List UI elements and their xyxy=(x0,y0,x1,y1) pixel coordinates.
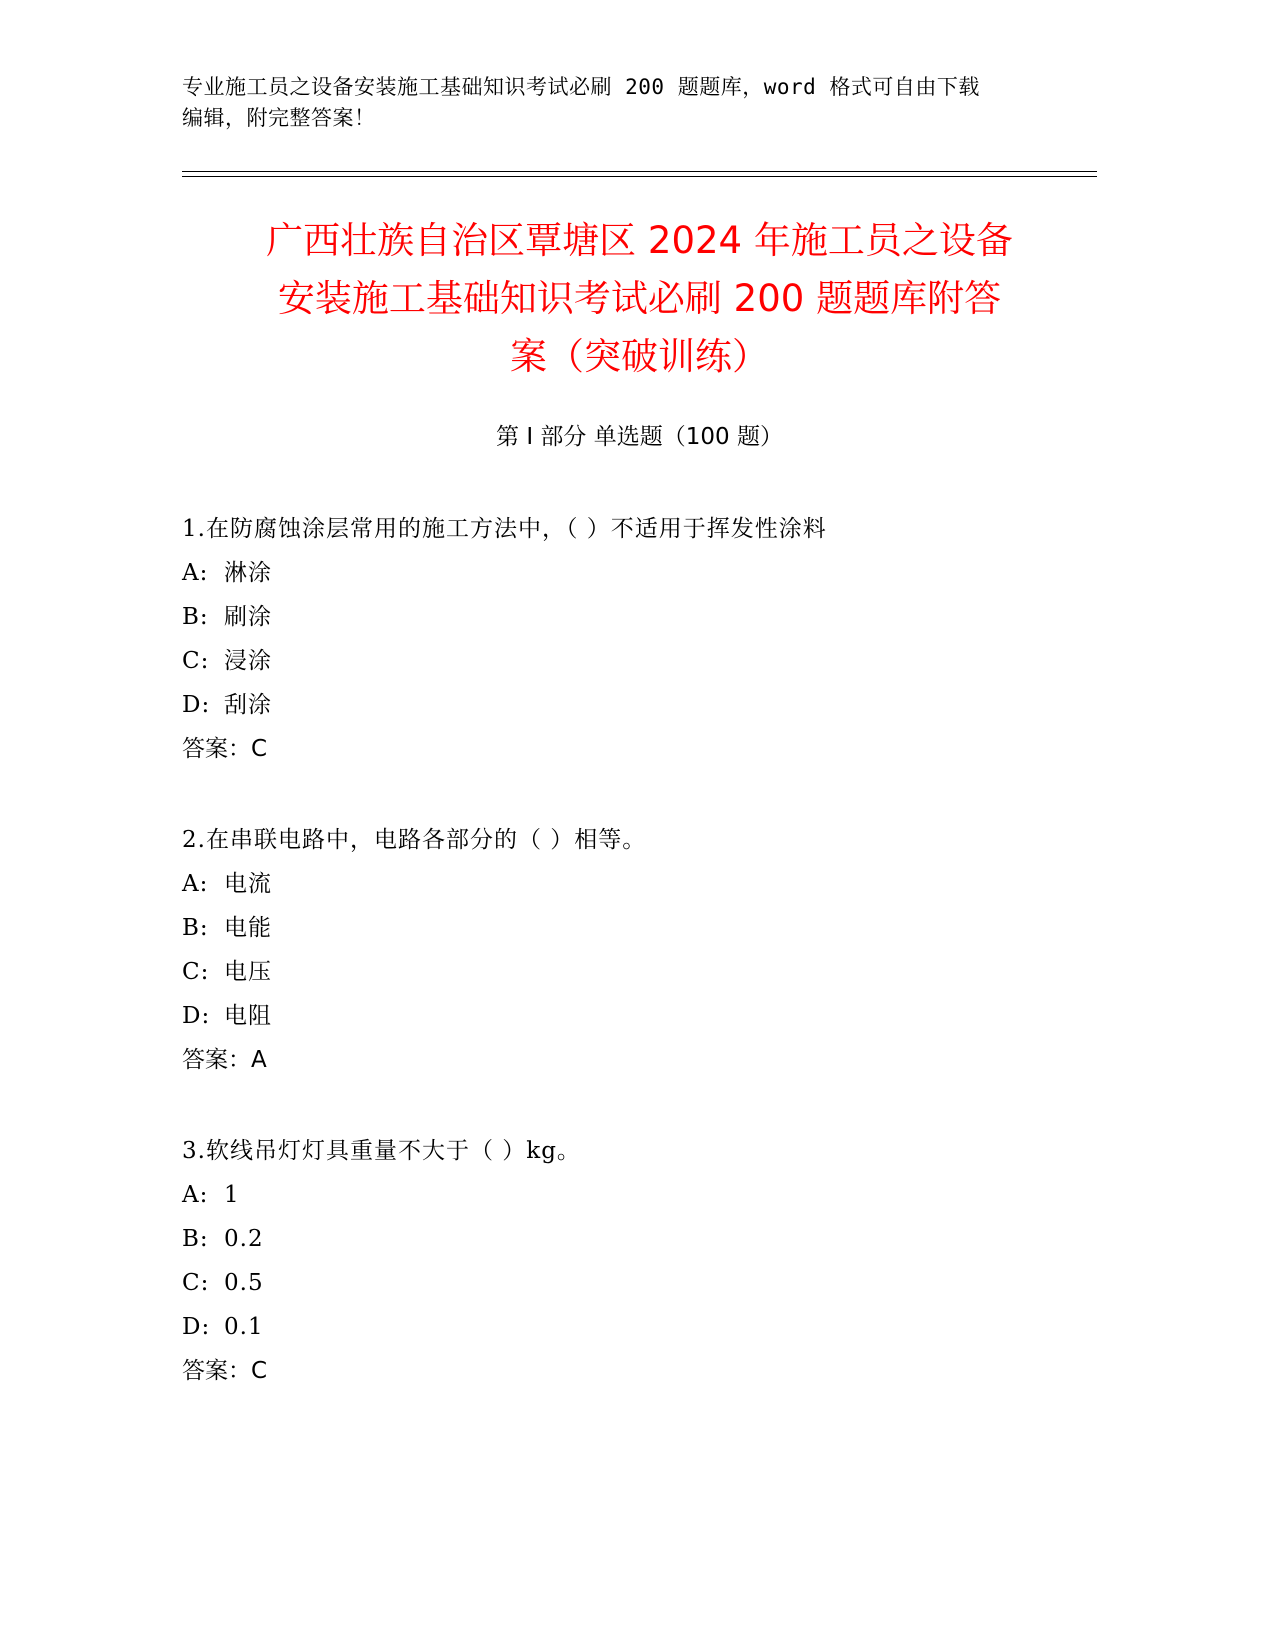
option-letter: B: xyxy=(182,604,209,630)
answer: 答案：A xyxy=(182,1047,267,1073)
option-text: 刮涂 xyxy=(224,692,272,718)
section-title: 第 I 部分 单选题（100 题） xyxy=(496,424,783,450)
option-text: 0.2 xyxy=(224,1226,264,1252)
option-text: 电流 xyxy=(224,871,272,897)
option-d xyxy=(182,683,1097,727)
option-letter: A: xyxy=(182,871,209,897)
header-divider-bottom xyxy=(182,176,1097,177)
option-b xyxy=(182,595,1097,639)
question-list xyxy=(182,507,1097,1440)
answer: 答案：C xyxy=(182,1358,268,1384)
option-letter: B: xyxy=(182,915,209,941)
option-a xyxy=(182,1173,1097,1217)
document-title-line-2: 安装施工基础知识考试必刷 200 题题库附答 xyxy=(277,277,1002,320)
option-text: 0.5 xyxy=(224,1270,264,1296)
header-note-line-1: 专业施工员之设备安装施工基础知识考试必刷 200 题题库，word 格式可自由下载 xyxy=(182,75,980,99)
header-note-line-2: 编辑，附完整答案！ xyxy=(182,106,376,130)
option-b xyxy=(182,906,1097,950)
header-divider-top xyxy=(182,171,1097,172)
option-b xyxy=(182,1217,1097,1261)
option-text: 电能 xyxy=(224,915,272,941)
question-3 xyxy=(182,1129,1097,1393)
option-text: 浸涂 xyxy=(224,648,272,674)
option-a xyxy=(182,862,1097,906)
document-title-line-1: 广西壮族自治区覃塘区 2024 年施工员之设备 xyxy=(266,219,1013,262)
option-letter: A: xyxy=(182,560,209,586)
option-letter: B: xyxy=(182,1226,209,1252)
question-2 xyxy=(182,818,1097,1082)
option-text: 1 xyxy=(224,1182,240,1208)
option-letter: C: xyxy=(182,1270,210,1296)
option-letter: D: xyxy=(182,1003,211,1029)
option-letter: C: xyxy=(182,959,210,985)
option-text: 电压 xyxy=(224,959,272,985)
option-text: 淋涂 xyxy=(224,560,272,586)
option-c xyxy=(182,639,1097,683)
answer: 答案：C xyxy=(182,736,268,762)
question-stem: 3.软线吊灯灯具重量不大于（ ）kg。 xyxy=(182,1138,581,1164)
question-stem: 2.在串联电路中，电路各部分的（ ）相等。 xyxy=(182,827,647,853)
option-d xyxy=(182,1305,1097,1349)
question-stem: 1.在防腐蚀涂层常用的施工方法中，（ ）不适用于挥发性涂料 xyxy=(182,516,827,542)
option-text: 0.1 xyxy=(224,1314,264,1340)
option-text: 刷涂 xyxy=(224,604,272,630)
header-note xyxy=(182,72,1082,134)
option-letter: A: xyxy=(182,1182,209,1208)
document-title-line-3: 案（突破训练） xyxy=(510,335,769,378)
option-letter: C: xyxy=(182,648,210,674)
option-d xyxy=(182,994,1097,1038)
option-c xyxy=(182,950,1097,994)
question-1 xyxy=(182,507,1097,771)
option-letter: D: xyxy=(182,692,211,718)
document-title xyxy=(182,212,1097,386)
option-a xyxy=(182,551,1097,595)
option-text: 电阻 xyxy=(224,1003,272,1029)
option-letter: D: xyxy=(182,1314,211,1340)
option-c xyxy=(182,1261,1097,1305)
